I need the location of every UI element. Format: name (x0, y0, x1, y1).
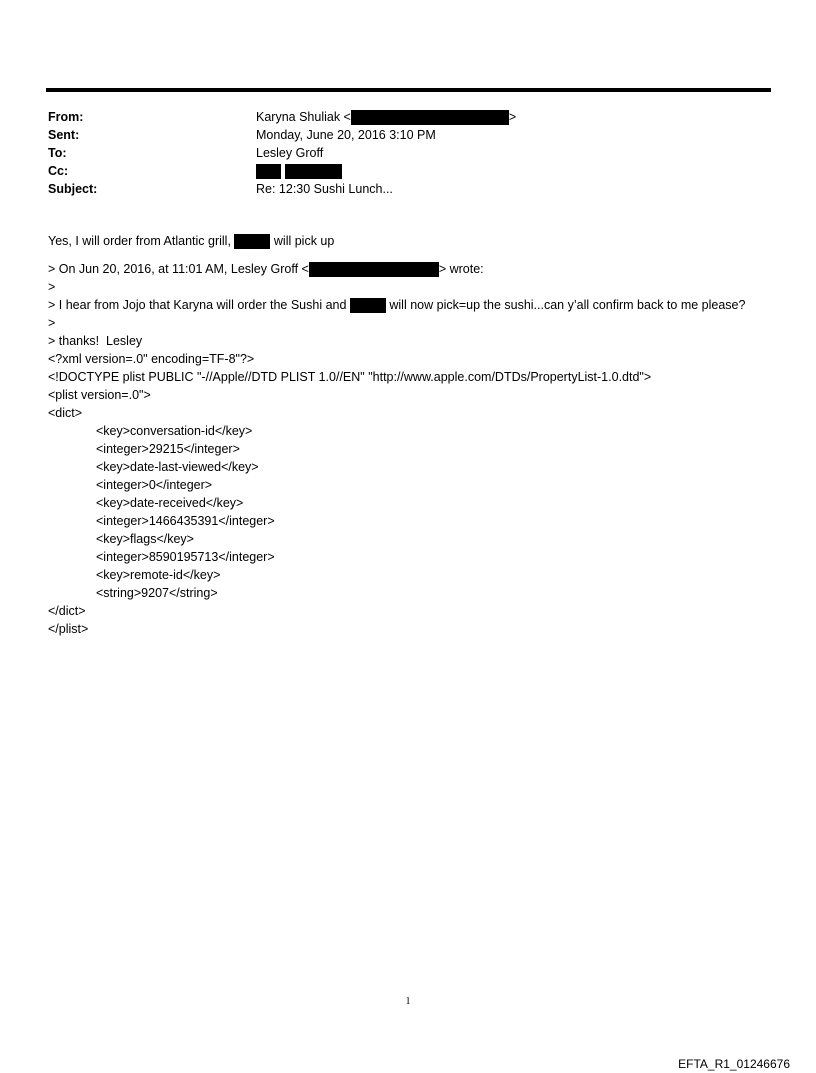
redaction-box (350, 298, 386, 313)
dict-line: <integer>8590195713</integer> (96, 550, 275, 564)
from-row (48, 108, 516, 126)
cc-label: Cc: (48, 164, 69, 178)
dict-line: <key>date-last-viewed</key> (96, 460, 259, 474)
cc-value (256, 162, 342, 180)
reply-line (48, 232, 768, 250)
quote-blank-line: > (48, 280, 56, 294)
to-label: To: (48, 146, 67, 160)
reply-text-end: will pick up (270, 234, 335, 248)
quote-header-start: > On Jun 20, 2016, at 11:01 AM, Lesley Groff < (48, 262, 309, 276)
to-row (48, 144, 516, 162)
redaction-box (351, 110, 509, 125)
quote-message-line (48, 296, 768, 314)
document-id: EFTA_R1_01246676 (678, 1057, 790, 1071)
from-label: From: (48, 110, 84, 124)
quote-message-start: > I hear from Jojo that Karyna will order the Sushi and (48, 298, 350, 312)
from-value (256, 108, 516, 126)
redaction-box (234, 234, 270, 249)
xml-line: <dict> (48, 406, 83, 420)
dict-line: <key>remote-id</key> (96, 568, 221, 582)
closing-line: </dict> (48, 604, 86, 618)
quote-message-end: will now pick=up the sushi...can y’all confirm back to me please? (385, 298, 746, 312)
quote-blank-line: > (48, 316, 56, 330)
sent-value: Monday, June 20, 2016 3:10 PM (256, 128, 436, 142)
subject-label: Subject: (48, 182, 98, 196)
email-header (48, 108, 516, 198)
xml-line: <!DOCTYPE plist PUBLIC "-//Apple//DTD PLIST 1.0//EN" "http://www.apple.com/DTDs/PropertyList-1.0.dtd"> (48, 370, 652, 384)
header-rule (46, 88, 771, 92)
dict-line: <string>9207</string> (96, 586, 218, 600)
quote-thanks-line: > thanks! Lesley (48, 334, 143, 348)
page-number: 1 (405, 996, 411, 1007)
dict-line: <key>conversation-id</key> (96, 424, 253, 438)
closing-line: </plist> (48, 622, 89, 636)
from-name: Karyna Shuliak < (256, 110, 351, 124)
dict-line: <integer>1466435391</integer> (96, 514, 275, 528)
redaction-box (285, 164, 342, 179)
dict-line: <key>flags</key> (96, 532, 194, 546)
subject-row (48, 180, 516, 198)
reply-text-start: Yes, I will order from Atlantic grill, (48, 234, 235, 248)
email-body (48, 232, 768, 638)
sent-label: Sent: (48, 128, 80, 142)
dict-line: <key>date-received</key> (96, 496, 244, 510)
dict-line: <integer>29215</integer> (96, 442, 240, 456)
sent-row (48, 126, 516, 144)
subject-value: Re: 12:30 Sushi Lunch... (256, 182, 393, 196)
dict-line: <integer>0</integer> (96, 478, 213, 492)
xml-line: <plist version=.0"> (48, 388, 151, 402)
quote-header-line (48, 260, 768, 278)
cc-row (48, 162, 516, 180)
redaction-box (309, 262, 439, 277)
quote-header-end: > wrote: (438, 262, 484, 276)
from-close: > (508, 110, 517, 124)
xml-line: <?xml version=.0" encoding=TF-8"?> (48, 352, 255, 366)
to-value: Lesley Groff (256, 146, 324, 160)
redaction-box (256, 164, 281, 179)
